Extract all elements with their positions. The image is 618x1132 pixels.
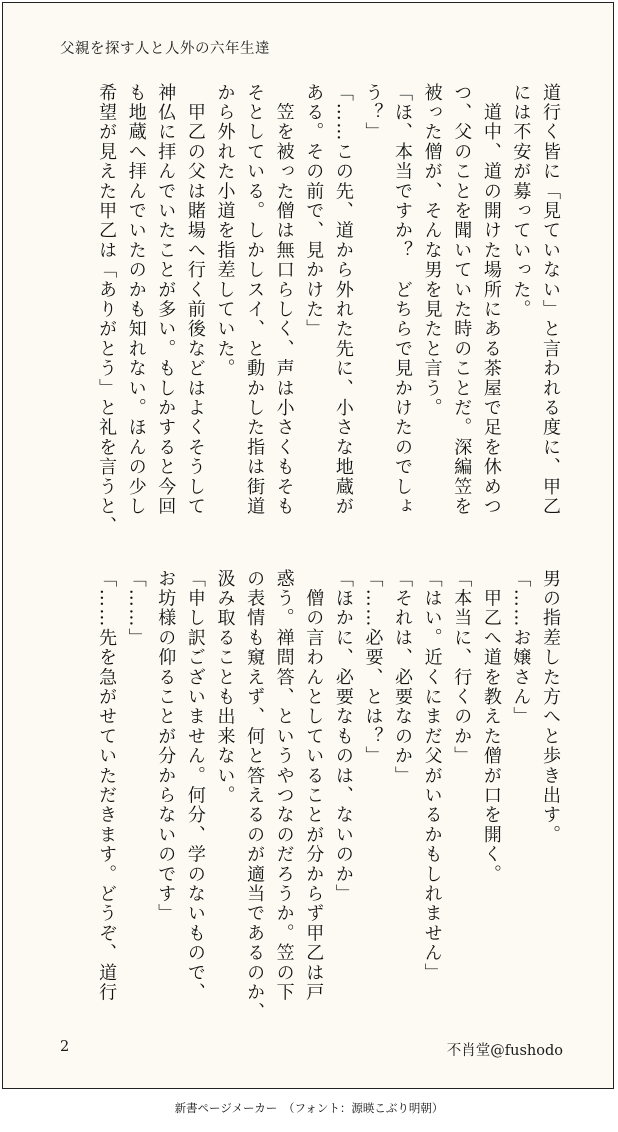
- text-column: の表情も窺えず、何と答えるのが適当であるのか、: [244, 569, 266, 1023]
- page-title: 父親を探す人と人外の六年生達: [60, 41, 270, 57]
- text-column: も地蔵へ拝んでいたのかも知れない。ほんの少し: [125, 83, 147, 517]
- text-column: 「はい。近くにまだ父がいるかもしれません」: [421, 569, 443, 983]
- text-column: 男の指差した方へと歩き出す。: [540, 569, 561, 845]
- text-column: 惑う。禅問答、というやつなのだろうか。笠の下: [273, 569, 295, 1003]
- text-column: 「……この先、道から外れた先に、小さな地蔵が: [332, 83, 354, 517]
- text-column: 甲乙の父は賭場へ行く前後などはよくそうして: [184, 83, 206, 517]
- text-column: 笠を被った僧は無口らしく、声は小さくもそも: [273, 83, 295, 517]
- text-column: 「ほ、本当ですか？ どちらで見かけたのでしょ: [392, 83, 414, 517]
- text-column: には不安が募っていった。: [510, 83, 532, 320]
- text-column: 僧の言わんとしていることが分からず甲乙は戸: [303, 569, 325, 1003]
- text-column: 汲み取ることも出来ない。: [214, 569, 236, 806]
- text-column: 「……必要、とは？」: [362, 569, 384, 766]
- text-column: 「ほかに、必要なものは、ないのか」: [332, 569, 354, 904]
- text-block-top: [92, 83, 566, 553]
- text-column: 道中、道の開けた場所にある茶屋で足を休めつ: [480, 83, 502, 517]
- text-column: 「それは、必要なのか」: [392, 569, 414, 786]
- text-column: 「……先を急がせていただきます。どうぞ、道行: [96, 569, 118, 1003]
- text-column: 「申し訳ございません。何分、学のないもので、: [184, 569, 206, 1003]
- text-column: 希望が見えた甲乙は「ありがとう」と礼を言うと、: [96, 83, 118, 537]
- text-column: から外れた小道を指差していた。: [214, 83, 236, 379]
- text-column: う？」: [362, 83, 384, 143]
- text-column: 「本当に、行くのか」: [451, 569, 473, 766]
- page-number: 2: [60, 1039, 70, 1055]
- manuscript-page: [2, 2, 614, 1089]
- text-column: そとしている。しかしスイ、と動かした指は街道: [244, 83, 266, 517]
- text-column: 被った僧が、そんな男を見たと言う。: [421, 83, 443, 418]
- text-column: 「……」: [125, 569, 147, 648]
- author-credit: 不肖堂@fushodo: [446, 1043, 563, 1059]
- text-column: つ、父のことを聞いていた時のことだ。深編笠を: [451, 83, 473, 517]
- text-column: ある。その前で、見かけた」: [303, 83, 325, 340]
- generator-credit: 新書ページメーカー （フォント：源暎こぶり明朝）: [174, 1101, 444, 1115]
- text-column: 甲乙へ道を教えた僧が口を開く。: [480, 569, 502, 885]
- text-column: 神仏に拝んでいたことが多い。もしかすると今回: [155, 83, 177, 517]
- text-block-bottom: [92, 569, 566, 1039]
- text-column: 道行く皆に「見ていない」と言われる度に、甲乙: [540, 83, 561, 517]
- text-column: お坊様の仰ることが分からないのです」: [155, 569, 177, 924]
- text-column: 「……お嬢さん」: [510, 569, 532, 727]
